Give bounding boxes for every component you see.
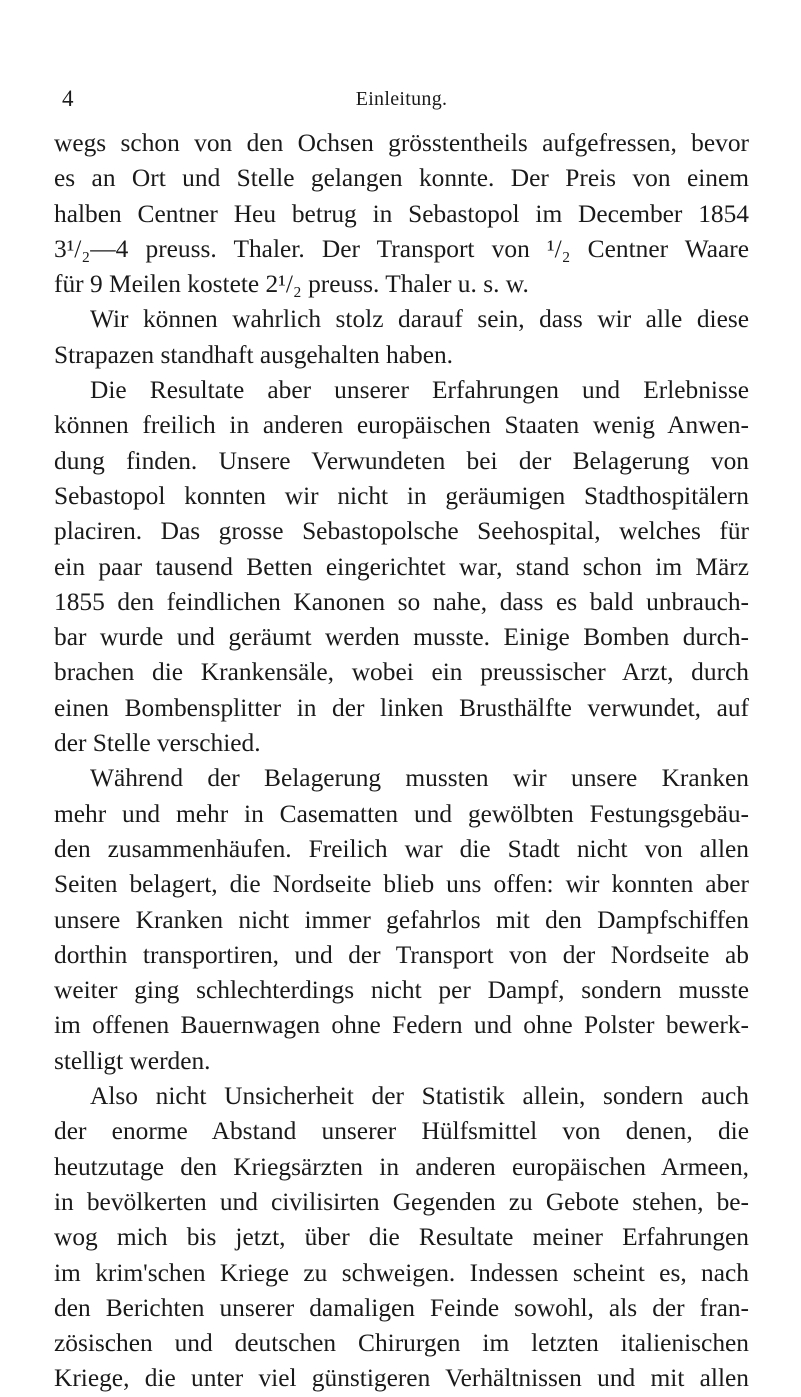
- running-head: [54, 84, 749, 114]
- text-line: der Stelle verschied.: [54, 729, 261, 758]
- text-line: dung finden. Unsere Verwundeten bei der Belagerung von: [54, 446, 749, 475]
- text-line: mehr und mehr in Casematten und gewölbten Festungsgebäu-: [54, 799, 749, 828]
- text-line: einen Bombensplitter in der linken Brusthälfte verwundet, auf: [54, 693, 749, 722]
- text-line: Also nicht Unsicherheit der Statistik allein, sondern auch: [90, 1082, 749, 1111]
- text-line: in bevölkerten und civilisirten Gegenden zu Gebote stehen, be-: [54, 1187, 749, 1216]
- text-line: Kriege, die unter viel günstigeren Verhältnissen und mit allen: [54, 1364, 749, 1393]
- text-line: 3¹/₂—4 preuss. Thaler. Der Transport von ¹/₂ Centner Waare: [54, 234, 749, 263]
- text-line: heutzutage den Kriegsärzten in anderen europäischen Armeen,: [54, 1152, 749, 1181]
- text-line: wegs schon von den Ochsen grösstentheils aufgefressen, bevor: [54, 129, 749, 157]
- text-line: im krim'schen Kriege zu schweigen. Indessen scheint es, nach: [54, 1258, 749, 1287]
- text-line: den zusammenhäufen. Freilich war die Stadt nicht von allen: [54, 834, 749, 863]
- text-line: Während der Belagerung mussten wir unsere Kranken: [90, 764, 749, 793]
- page-number: 4: [62, 86, 74, 111]
- text-line: 1855 den feindlichen Kanonen so nahe, dass es bald unbrauch-: [54, 587, 749, 616]
- text-line: stelligt werden.: [54, 1046, 211, 1075]
- text-line: können freilich in anderen europäischen Staaten wenig Anwen-: [54, 411, 749, 440]
- text-line: unsere Kranken nicht immer gefahrlos mit den Dampfschiffen: [54, 905, 749, 934]
- text-line: halben Centner Heu betrug in Sebastopol im December 1854: [54, 199, 749, 228]
- text-line: zösischen und deutschen Chirurgen im letzten italienischen: [54, 1329, 749, 1358]
- body-text: [54, 126, 749, 1397]
- text-line: wog mich bis jetzt, über die Resultate meiner Erfahrungen: [54, 1223, 749, 1252]
- text-line: Sebastopol konnten wir nicht in geräumigen Stadthospitälern: [54, 481, 749, 510]
- text-line: den Berichten unserer damaligen Feinde sowohl, als der fran-: [54, 1293, 749, 1322]
- text-line: der enorme Abstand unserer Hülfsmittel von denen, die: [54, 1117, 749, 1146]
- text-line: Seiten belagert, die Nordseite blieb uns offen: wir konnten aber: [54, 870, 749, 899]
- text-line: bar wurde und geräumt werden musste. Einige Bomben durch-: [54, 623, 749, 652]
- text-line: ein paar tausend Betten eingerichtet war, stand schon im März: [54, 552, 749, 581]
- text-line: placiren. Das grosse Sebastopolsche Seehospital, welches für: [54, 517, 749, 546]
- text-line: brachen die Krankensäle, wobei ein preussischer Arzt, durch: [54, 658, 749, 687]
- text-line: Strapazen standhaft ausgehalten haben.: [54, 340, 454, 369]
- text-line: Wir können wahrlich stolz darauf sein, dass wir alle diese: [90, 305, 749, 334]
- text-line: dorthin transportiren, und der Transport von der Nordseite ab: [54, 940, 749, 969]
- text-line: für 9 Meilen kostete 2¹/₂ preuss. Thaler u. s. w.: [54, 270, 529, 299]
- running-title: Einleitung.: [355, 88, 448, 110]
- text-line: weiter ging schlechterdings nicht per Dampf, sondern musste: [54, 976, 749, 1005]
- text-line: es an Ort und Stelle gelangen konnte. Der Preis von einem: [54, 164, 749, 193]
- text-line: im offenen Bauernwagen ohne Federn und ohne Polster bewerk-: [54, 1011, 749, 1040]
- text-line: Die Resultate aber unserer Erfahrungen und Erlebnisse: [90, 376, 749, 405]
